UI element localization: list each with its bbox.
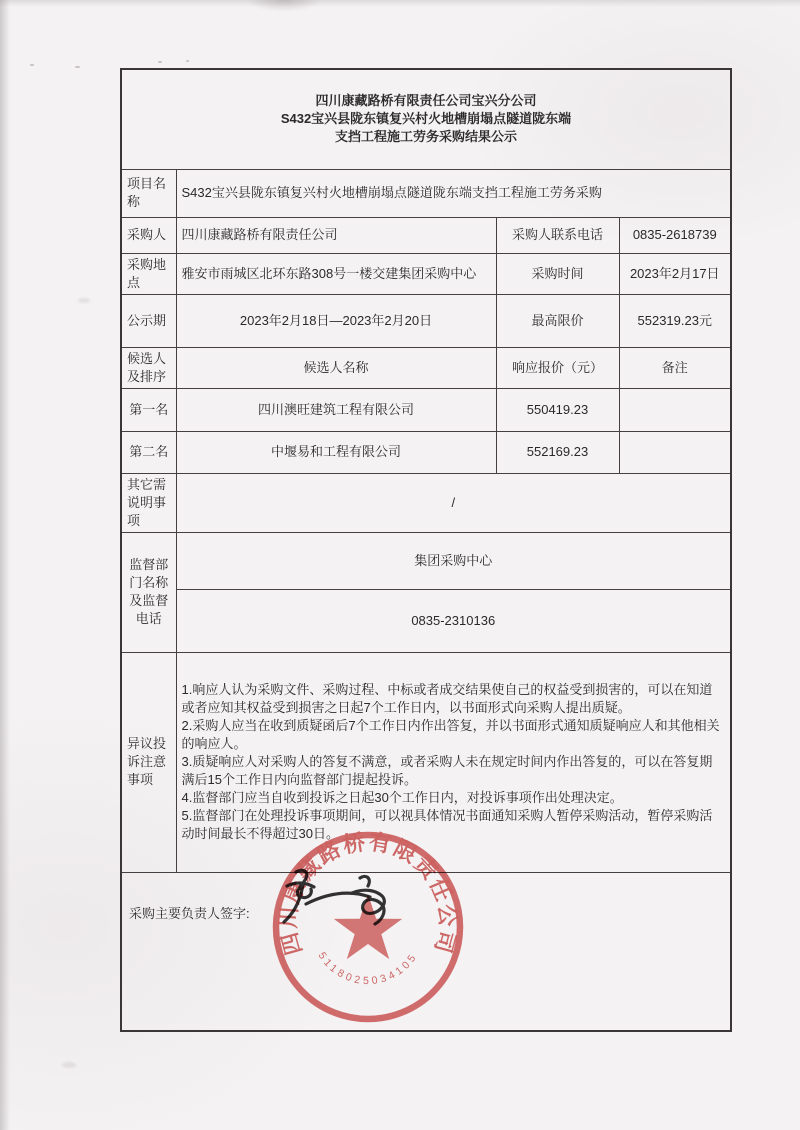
- document-title-line-3: 支挡工程施工劳务采购结果公示: [334, 129, 517, 145]
- table-row-supervision-phone: [121, 589, 731, 652]
- scan-artifact-smudge: [78, 298, 90, 303]
- candidate-quote-header: 响应报价（元）: [496, 347, 619, 388]
- table-row-candidates-header: [121, 347, 731, 388]
- publicity-period-value: 2023年2月18日—2023年2月20日: [176, 294, 496, 347]
- publicity-period-label: 公示期: [121, 294, 176, 347]
- scan-artifact-smudge: [62, 1062, 76, 1068]
- table-row-other-notes: [121, 473, 731, 532]
- signature-stroke: [306, 893, 370, 904]
- candidate-remark-header: 备注: [619, 347, 731, 388]
- candidate-2-remark: [619, 431, 731, 473]
- table-row-candidate-1: [121, 388, 731, 431]
- table-row-project: [121, 169, 731, 217]
- purchaser-value: 四川康藏路桥有限责任公司: [176, 217, 496, 253]
- purchaser-phone-value: 0835-2618739: [619, 217, 731, 253]
- seal-number-text-wrap: [316, 950, 421, 987]
- other-notes-value: /: [176, 473, 731, 532]
- candidate-1-name: 四川澳旺建筑工程有限公司: [176, 388, 496, 431]
- supervision-department-value: 集团采购中心: [176, 532, 731, 589]
- max-price-label: 最高限价: [496, 294, 619, 347]
- candidate-2-name: 中堰易和工程有限公司: [176, 431, 496, 473]
- table-row-supervision-dept: [121, 532, 731, 589]
- candidate-1-quote: 550419.23: [496, 388, 619, 431]
- seal-company-text: 四川康藏路桥有限责任公司: [275, 828, 461, 958]
- document-title-line-1: 四川康藏路桥有限责任公司宝兴分公司: [315, 93, 537, 109]
- other-notes-label: 其它需说明事项: [121, 473, 176, 532]
- document-title-line-2: S432宝兴县陇东镇复兴村火地槽崩塌点隧道陇东端: [280, 111, 572, 127]
- seal-number-text: 5118025034105: [315, 950, 421, 988]
- project-name-label: 项目名称: [121, 169, 176, 217]
- candidate-rank-header: 候选人及排序: [121, 347, 176, 388]
- candidate-2-rank: 第二名: [121, 431, 176, 473]
- supervision-phone-value: 0835-2310136: [176, 589, 731, 652]
- candidate-2-quote: 552169.23: [496, 431, 619, 473]
- candidate-1-remark: [619, 388, 731, 431]
- signature-label: 采购主要负责人签字:: [129, 905, 250, 921]
- table-row-purchaser: [121, 217, 731, 253]
- scan-edge-shadow-top: [0, 0, 800, 7]
- purchaser-phone-label: 采购人联系电话: [496, 217, 619, 253]
- supervision-label: 监督部门名称及监督电话: [121, 532, 176, 652]
- objection-item-5: 5.监督部门在处理投诉事项期间，可以视具体情况书面通知采购人暂停采购活动，暂停采购活动时间最长不得超过30日。: [181, 808, 713, 841]
- scan-artifact-dot: [75, 66, 80, 68]
- purchase-time-label: 采购时间: [496, 253, 619, 294]
- purchase-location-value: 雅安市雨城区北环东路308号一楼交建集团采购中心: [176, 253, 496, 294]
- scan-edge-shadow-left: [0, 0, 10, 1130]
- objection-item-1: 1.响应人认为采购文件、采购过程、中标或者成交结果使自己的权益受到损害的，可以在知道或者应知其权益受到损害之日起7个工作日内，以书面形式向采购人提出质疑。: [181, 682, 713, 715]
- objection-item-4: 4.监督部门应当自收到投诉之日起30个工作日内，对投诉事项作出处理决定。: [181, 790, 623, 805]
- candidate-name-header: 候选人名称: [176, 347, 496, 388]
- objection-label: 异议投诉注意事项: [121, 652, 176, 872]
- signature-stroke: [360, 876, 369, 886]
- document-title: [121, 69, 731, 169]
- scan-artifact-dot: [186, 60, 189, 62]
- project-name-value: S432宝兴县陇东镇复兴村火地槽崩塌点隧道陇东端支挡工程施工劳务采购: [176, 169, 731, 217]
- purchase-time-value: 2023年2月17日: [619, 253, 731, 294]
- max-price-value: 552319.23元: [619, 294, 731, 347]
- scan-artifact-dot: [158, 61, 162, 63]
- objection-item-2: 2.采购人应当在收到质疑函后7个工作日内作出答复，并以书面形式通知质疑响应人和其他相关的响应人。: [181, 718, 720, 751]
- purchaser-label: 采购人: [121, 217, 176, 253]
- objection-item-3: 3.质疑响应人对采购人的答复不满意，或者采购人未在规定时间内作出答复的，可以在答复期满后15个工作日内向监督部门提起投诉。: [181, 754, 713, 787]
- scan-artifact-dot: [30, 64, 34, 66]
- table-row-title: [121, 69, 731, 169]
- paper-fold-mark: [246, 0, 322, 12]
- candidate-1-rank: 第一名: [121, 388, 176, 431]
- table-row-candidate-2: [121, 431, 731, 473]
- table-row-location: [121, 253, 731, 294]
- table-row-publicity: [121, 294, 731, 347]
- purchase-location-label: 采购地点: [121, 253, 176, 294]
- handwritten-signature: [272, 862, 412, 944]
